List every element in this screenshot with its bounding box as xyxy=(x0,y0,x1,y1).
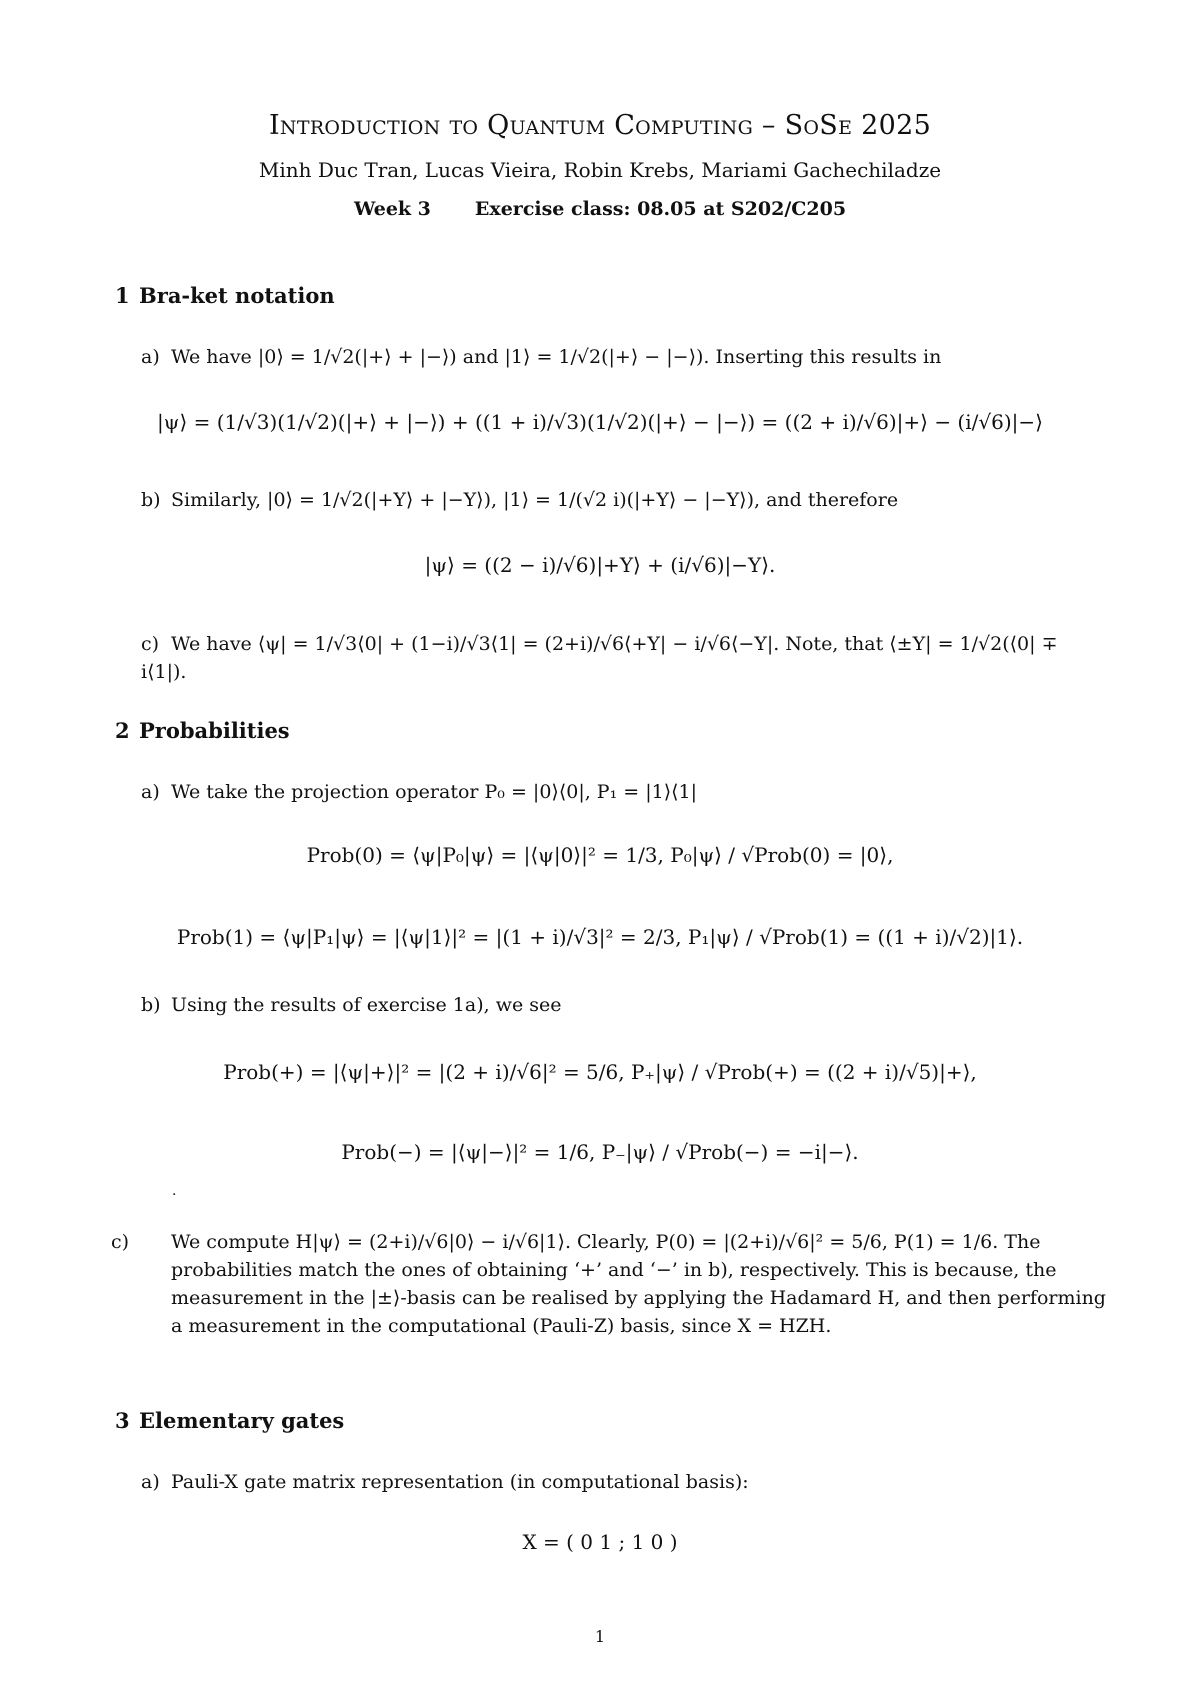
document-title: Introduction to Quantum Computing – SoSe 2025 xyxy=(268,110,932,141)
equation-text: Prob(0) = ⟨ψ|P₀|ψ⟩ = |⟨ψ|0⟩|² = 1/3, P₀|ψ⟩ / √Prob(0) = |0⟩, xyxy=(306,843,894,867)
section-heading xyxy=(115,718,290,743)
exercise-item xyxy=(141,486,1091,514)
equation-text: Prob(1) = ⟨ψ|P₁|ψ⟩ = |⟨ψ|1⟩|² = |(1 + i)/√3|² = 2/3, P₁|ψ⟩ / √Prob(1) = ((1 + i)/√2)|1⟩. xyxy=(176,925,1024,949)
equation xyxy=(0,925,1200,949)
section-heading xyxy=(115,283,335,308)
equation xyxy=(0,553,1200,577)
item-text: We take the projection operator P₀ = |0⟩⟨0|, P₁ = |1⟩⟨1| xyxy=(171,781,698,803)
equation-text: |ψ⟩ = (1/√3)(1/√2)(|+⟩ + |−⟩) + ((1 + i)/√3)(1/√2)(|+⟩ − |−⟩) = ((2 + i)/√6)|+⟩ − (i/√6)|−⟩ xyxy=(157,410,1043,434)
section-heading xyxy=(115,1408,344,1433)
equation xyxy=(0,843,1200,867)
equation xyxy=(0,410,1200,434)
equation xyxy=(0,1530,1200,1554)
exercise-item xyxy=(141,630,1091,686)
equation xyxy=(0,1060,1200,1084)
item-label: a) xyxy=(141,781,160,803)
item-text: We have ⟨ψ| = 1/√3⟨0| + (1−i)/√3⟨1| = (2+i)/√6⟨+Y| − i/√6⟨−Y|. Note, that ⟨±Y| = 1/√2(⟨0| ∓ i⟨1|). xyxy=(141,633,1058,683)
item-text: Using the results of exercise 1a), we see xyxy=(171,994,562,1016)
section-number: 3 xyxy=(115,1408,130,1433)
section-number: 2 xyxy=(115,718,130,743)
item-text: Similarly, |0⟩ = 1/√2(|+Y⟩ + |−Y⟩), |1⟩ = 1/(√2 i)(|+Y⟩ − |−Y⟩), and therefore xyxy=(171,489,899,511)
section-number: 1 xyxy=(115,283,130,308)
exercise-class: Exercise class: 08.05 at S202/C205 xyxy=(474,198,847,220)
item-label: a) xyxy=(141,1471,160,1493)
week-label: Week 3 xyxy=(353,198,431,220)
section-title: Bra-ket notation xyxy=(139,283,335,308)
item-label: a) xyxy=(141,346,160,368)
exercise-item xyxy=(141,991,1091,1019)
equation-text: Prob(+) = |⟨ψ|+⟩|² = |(2 + i)/√6|² = 5/6, P₊|ψ⟩ / √Prob(+) = ((2 + i)/√5)|+⟩, xyxy=(223,1060,977,1084)
exercise-item xyxy=(141,778,1091,806)
equation-text: X = ( 0 1 ; 1 0 ) xyxy=(522,1530,678,1554)
item-label: c) xyxy=(141,633,160,655)
stray-mark: . xyxy=(172,1183,177,1199)
item-text: We compute H|ψ⟩ = (2+i)/√6|0⟩ − i/√6|1⟩. Clearly, P(0) = |(2+i)/√6|² = 5/6, P(1) = 1/6. The probabilities match the ones of obtaining ‘+’ and ‘−’ in b), respectively. This is because, the measurement in the |±⟩-basis can be realised by applying the Hadamard H, and then performing a measurement in the computational (Pauli-Z) basis, since X = HZH. xyxy=(171,1231,1106,1337)
item-label: b) xyxy=(141,994,161,1016)
page-number: 1 xyxy=(594,1627,606,1646)
authors: Minh Duc Tran, Lucas Vieira, Robin Krebs, Mariami Gachechiladze xyxy=(258,158,942,182)
item-text: Pauli-X gate matrix representation (in computational basis): xyxy=(171,1471,749,1493)
equation-text: Prob(−) = |⟨ψ|−⟩|² = 1/6, P₋|ψ⟩ / √Prob(−) = −i|−⟩. xyxy=(341,1140,859,1164)
section-title: Probabilities xyxy=(139,718,290,743)
item-label: b) xyxy=(141,489,161,511)
exercise-item xyxy=(141,1468,1091,1496)
week-line xyxy=(0,198,1200,220)
item-text: We have |0⟩ = 1/√2(|+⟩ + |−⟩) and |1⟩ = 1/√2(|+⟩ − |−⟩). Inserting this results in xyxy=(171,346,942,368)
item-label: c) xyxy=(111,1231,130,1253)
section-title: Elementary gates xyxy=(139,1408,345,1433)
equation xyxy=(0,1140,1200,1164)
exercise-item xyxy=(141,343,1091,371)
exercise-item xyxy=(111,1228,1121,1340)
equation-text: |ψ⟩ = ((2 − i)/√6)|+Y⟩ + (i/√6)|−Y⟩. xyxy=(424,553,776,577)
